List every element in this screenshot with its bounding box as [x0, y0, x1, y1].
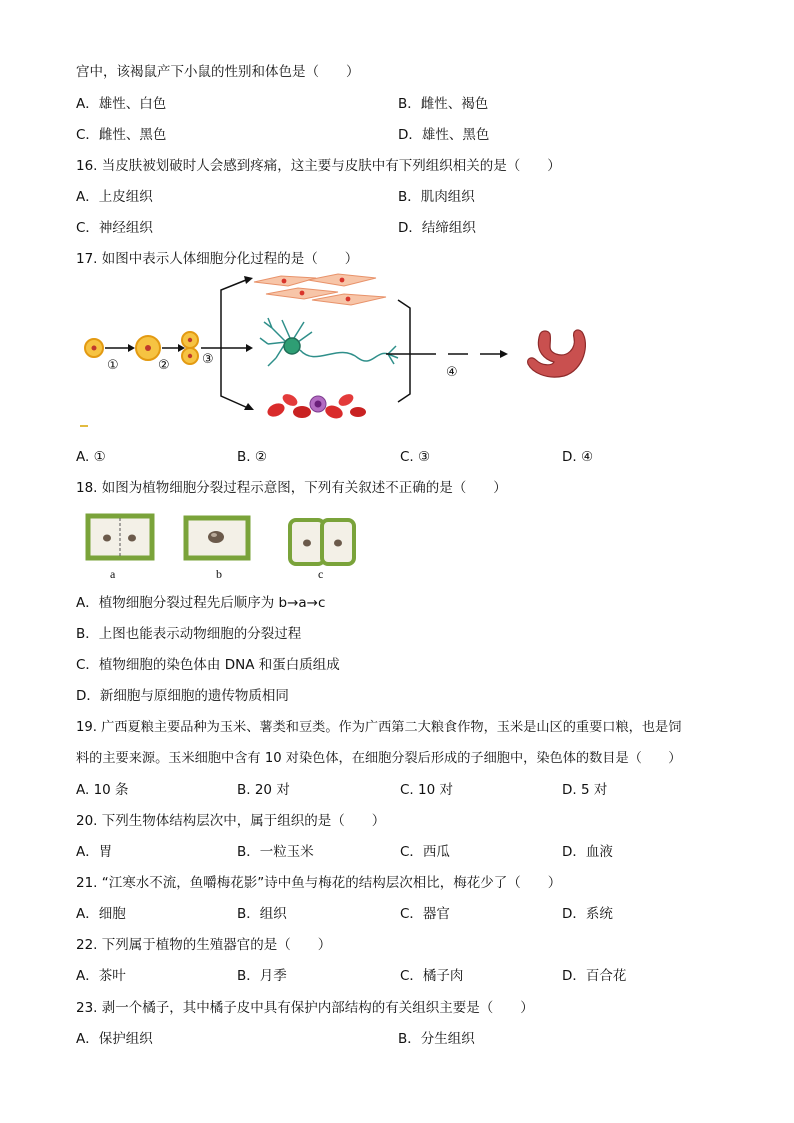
enlarged-cell-icon — [136, 336, 160, 360]
q20-stem: 20. 下列生物体结构层次中，属于组织的是（ ） — [76, 813, 386, 829]
q21-stem: 21. “江寒水不流，鱼嚼梅花影”诗中鱼与梅花的结构层次相比，梅花少了（ ） — [76, 875, 562, 891]
q18-option-a: A．植物细胞分裂过程先后顺序为 b→a→c — [76, 595, 326, 611]
q21-option-c: C．器官 — [400, 906, 450, 922]
q15-option-b: B．雌性、褐色 — [398, 96, 489, 112]
q17-option-a: A. ① — [76, 449, 106, 465]
q19-stem-line-1: 19. 广西夏粮主要品种为玉米、薯类和豆类。作为广西第二大粮食作物，玉米是山区的重要口粮，也是饲 — [76, 720, 682, 735]
q19-option-d: D. 5 对 — [562, 782, 608, 798]
q15-option-c: C．雌性、黑色 — [76, 127, 167, 143]
q23-option-b: B．分生组织 — [398, 1031, 475, 1047]
q18-option-d: D．新细胞与原细胞的遗传物质相同 — [76, 688, 289, 704]
q19-option-c: C. 10 对 — [400, 782, 453, 798]
cell-b-label: b — [216, 567, 222, 581]
q22-option-d: D．百合花 — [562, 968, 627, 984]
q16-stem: 16. 当皮肤被划破时人会感到疼痛，这主要与皮肤中有下列组织相关的是（ ） — [76, 158, 561, 174]
q17-option-d: D. ④ — [562, 449, 594, 465]
step-1-label: ① — [107, 358, 119, 373]
q18-option-b: B．上图也能表示动物细胞的分裂过程 — [76, 626, 302, 642]
q21-option-d: D．系统 — [562, 906, 613, 922]
blood-cells-icon — [265, 392, 366, 421]
q18-option-c: C．植物细胞的染色体由 DNA 和蛋白质组成 — [76, 657, 340, 673]
q15-option-a: A．雄性、白色 — [76, 96, 167, 112]
step-3-label: ③ — [202, 352, 214, 367]
cell-b-icon — [186, 518, 248, 558]
neuron-icon — [260, 318, 398, 366]
stomach-icon — [528, 330, 586, 377]
q19-option-b: B. 20 对 — [237, 782, 290, 798]
cell-a-icon — [88, 516, 152, 558]
step-2-label: ② — [158, 358, 170, 373]
q17-stem: 17. 如图中表示人体细胞分化过程的是（ ） — [76, 251, 359, 267]
q21-option-b: B．组织 — [237, 906, 287, 922]
q19-stem-line-2: 料的主要来源。玉米细胞中含有 10 对染色体，在细胞分裂后形成的子细胞中，染色体的数目是（ ） — [76, 751, 682, 766]
cell-a-label: a — [110, 567, 116, 581]
q22-option-a: A．茶叶 — [76, 968, 126, 984]
q16-option-a: A．上皮组织 — [76, 189, 153, 205]
q16-option-b: B．肌肉组织 — [398, 189, 475, 205]
q15-stem: 宫中，该褐鼠产下小鼠的性别和体色是（ ） — [76, 64, 360, 80]
q18-stem: 18. 如图为植物细胞分裂过程示意图，下列有关叙述不正确的是（ ） — [76, 480, 507, 496]
q20-option-d: D．血液 — [562, 844, 613, 860]
q20-option-c: C．西瓜 — [400, 844, 450, 860]
cell-differentiation-figure — [76, 272, 596, 437]
q21-option-a: A．细胞 — [76, 906, 126, 922]
q15-option-d: D．雄性、黑色 — [398, 127, 490, 143]
cell-c-label: c — [318, 567, 324, 581]
q20-option-a: A．胃 — [76, 844, 113, 860]
single-cell-icon — [85, 339, 103, 357]
q22-option-b: B．月季 — [237, 968, 287, 984]
q17-option-b: B. ② — [237, 449, 267, 465]
q19-option-a: A. 10 条 — [76, 782, 129, 798]
plant-cell-division-figure — [82, 512, 362, 584]
q16-option-d: D．结缔组织 — [398, 220, 476, 236]
step-4-label: ④ — [446, 365, 458, 380]
muscle-cells-icon — [254, 274, 386, 305]
q17-option-c: C. ③ — [400, 449, 431, 465]
q23-option-a: A．保护组织 — [76, 1031, 153, 1047]
q22-stem: 22. 下列属于植物的生殖器官的是（ ） — [76, 937, 332, 953]
q23-stem: 23. 剥一个橘子，其中橘子皮中具有保护内部结构的有关组织主要是（ ） — [76, 1000, 534, 1016]
q22-option-c: C．橘子肉 — [400, 968, 464, 984]
q20-option-b: B．一粒玉米 — [237, 844, 314, 860]
cell-c-icon — [290, 520, 354, 564]
q16-option-c: C．神经组织 — [76, 220, 153, 236]
